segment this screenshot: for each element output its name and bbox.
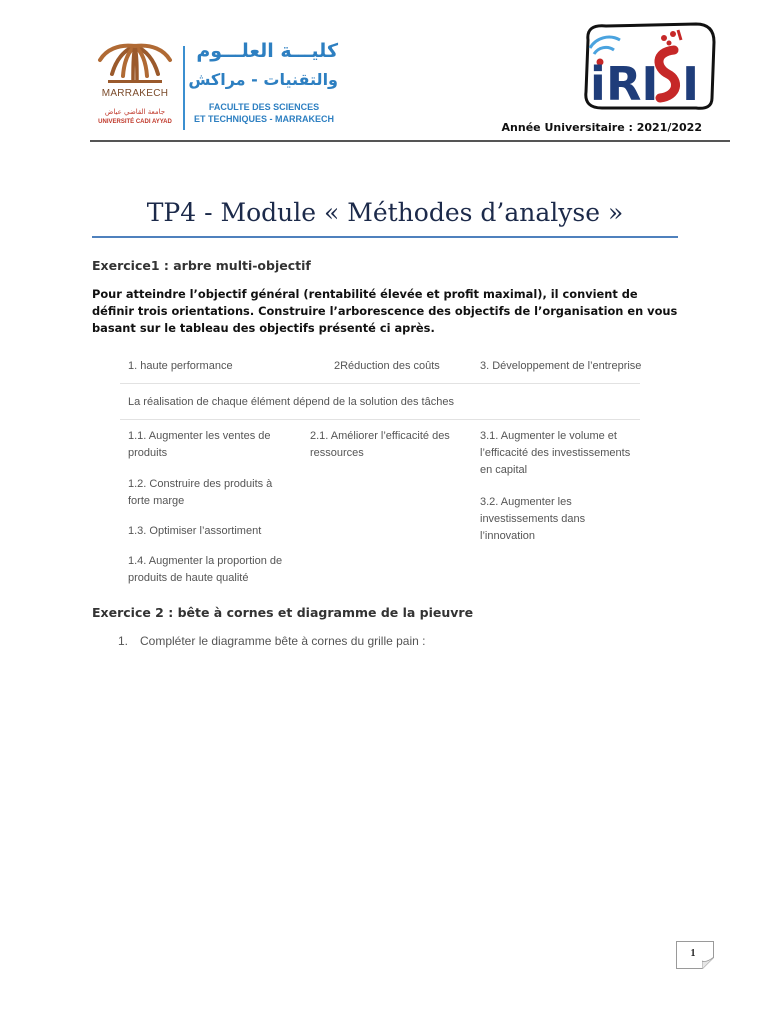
faculty-name-arabic-line1: كليـــة العلـــوم <box>196 40 338 62</box>
logo-university-arabic-text: جامعة القاضي عياض <box>104 108 166 116</box>
page-number-box <box>676 941 714 969</box>
svg-text:I: I <box>682 57 700 111</box>
page-number: 1 <box>690 948 696 959</box>
logo-city-text: MARRAKECH <box>101 88 169 99</box>
faculty-name-french-line2: ET TECHNIQUES - MARRAKECH <box>193 114 334 124</box>
title-underline <box>92 236 678 238</box>
table-cell-col1: 1.2. Construire des produits à forte marge <box>128 478 273 507</box>
header-rule <box>90 140 730 142</box>
exercise1-heading: Exercice1 : arbre multi-objectif <box>92 258 311 273</box>
header-divider <box>183 46 185 130</box>
table-header-col3: 3. Développement de l’entreprise <box>480 360 642 372</box>
palm-tree-icon <box>94 40 176 88</box>
exercise2-item-number: 1. <box>118 634 129 648</box>
faculty-name-arabic-line2: والتقنيات - مراكش <box>188 70 338 89</box>
exercise2-heading: Exercice 2 : bête à cornes et diagramme de la pieuvre <box>92 605 474 620</box>
table-divider <box>120 419 640 420</box>
university-logo <box>94 40 176 132</box>
table-cell-col1: 1.3. Optimiser l’assortiment <box>128 525 262 537</box>
svg-text:i: i <box>590 57 606 111</box>
irisi-logo-graphic <box>578 16 718 112</box>
page-fold-icon <box>702 957 714 969</box>
exercise1-prompt: Pour atteindre l’objectif général (rentabilité élevée et profit maximal), il convient de définir trois orientations. Construire l’arborescence des objectifs de l’organisation en vous basant sur le tableau des objectifs présenté ci après. <box>92 287 678 335</box>
table-divider <box>120 383 640 384</box>
table-cell-col2: 2.1. Améliorer l’efficacité des ressources <box>310 430 450 459</box>
faculty-name-french-line1: FACULTE DES SCIENCES <box>208 102 320 112</box>
logo-university-text: UNIVERSITÉ CADI AYYAD <box>98 119 172 125</box>
table-header-col2: 2Réduction des coûts <box>334 360 440 372</box>
table-cell-col3: 3.1. Augmenter le volume et l’efficacité des investissements en capital <box>480 430 631 476</box>
table-cell-col3: 3.2. Augmenter les investissements dans l’innovation <box>480 496 586 542</box>
table-header-col1: 1. haute performance <box>128 360 233 372</box>
document-title: TP4 - Module « Méthodes d’analyse » <box>146 198 624 227</box>
table-note: La réalisation de chaque élément dépend de la solution des tâches <box>128 396 454 408</box>
table-cell-col1: 1.1. Augmenter les ventes de produits <box>128 430 271 459</box>
exercise2-item-text: Compléter le diagramme bête à cornes du grille pain : <box>140 634 426 648</box>
irisi-logo <box>578 16 718 112</box>
academic-year: Année Universitaire : 2021/2022 <box>501 121 702 134</box>
table-cell-col1: 1.4. Augmenter la proportion de produits de haute qualité <box>128 555 283 584</box>
svg-text:RI: RI <box>606 57 659 111</box>
